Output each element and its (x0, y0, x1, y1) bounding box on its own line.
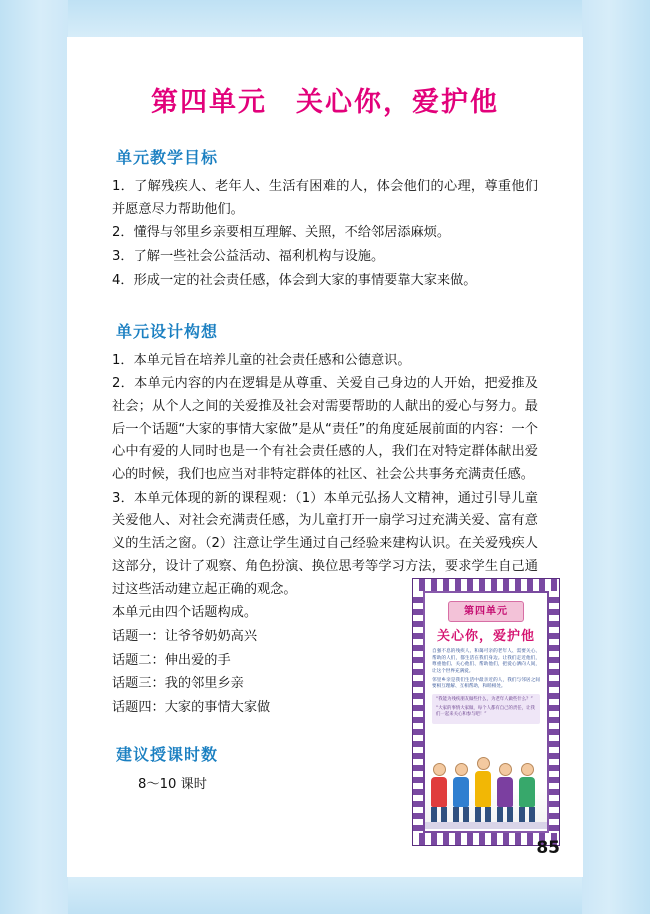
poster-unit-badge: 第四单元 (448, 601, 524, 622)
figure-legs (453, 807, 469, 823)
figure-body (519, 777, 535, 807)
page-edge-bottom (0, 876, 650, 914)
page-edge-right (582, 0, 650, 914)
page-number: 85 (536, 838, 560, 858)
figure-child-3 (475, 757, 491, 823)
poster-border-top (413, 579, 559, 591)
topic-item: 话题三：我的邻里乡亲 (112, 676, 244, 692)
paragraph: 1．了解残疾人、老年人、生活有困难的人，体会他们的心理，尊重他们并愿意尽力帮助他们。 (112, 179, 538, 217)
figure-legs (519, 807, 535, 823)
poster-children-figures (425, 737, 547, 829)
topic-item: 话题一：让爷爷奶奶高兴 (112, 628, 258, 644)
poster-bullet: “大家的事情大家做，每个人都有自己的责任，让我们一起来关心和参与吧！” (436, 705, 535, 718)
figure-head (521, 763, 534, 776)
section-body-teaching-goals (112, 176, 538, 293)
figure-body (431, 777, 447, 807)
paragraph: 2．懂得与邻里乡亲要相互理解、关照，不给邻居添麻烦。 (112, 225, 451, 241)
figure-head (477, 757, 490, 770)
figure-body (497, 777, 513, 807)
figure-body (475, 771, 491, 807)
figure-child-4 (497, 763, 513, 823)
poster-bullet-box (432, 694, 540, 724)
poster-bullet: “我能为残疾朋友做些什么，为老年人做些什么？” (436, 696, 533, 702)
page-title: 第四单元 关心你，爱护他 (151, 87, 499, 118)
topic-item: 话题二：伸出爱的手 (112, 652, 231, 668)
section-heading-teaching-goals: 单元教学目标 (116, 148, 219, 167)
figure-head (499, 763, 512, 776)
figure-body (453, 777, 469, 807)
unit-poster-illustration (412, 578, 560, 846)
paragraph: 2．本单元内容的内在逻辑是从尊重、关爱自己身边的人开始，把爱推及社会；从个人之间的关爱推及社会对需要帮助的人献出的爱心与努力。最后一个话题“大家的事情大家做”是从“责任”的角度延展前面的内容：一个心中有爱的人同时也是一个有社会责任感的人，我们在对特定群体献出爱心的时候，我们也应当对非特定群体的社区、社会公共事务充满责任感。 (112, 376, 538, 483)
paragraph: 1．本单元旨在培养儿童的社会责任感和公德意识。 (112, 352, 411, 368)
poster-frame (412, 578, 560, 846)
figure-ground (425, 822, 547, 829)
poster-paragraph: 邻里乡亲是我们生活中最亲近的人，我们与邻居之间要相互理解、互相帮助，和睦相处。 (432, 677, 540, 690)
poster-inner-page (425, 593, 547, 831)
poster-border-left (413, 591, 423, 833)
poster-paragraph: 自强不息的残疾人、和蔼可亲的老年人、需要关心、帮助的人们，都生活在我们身边。让我们走近他们，尊重他们、关心他们、帮助他们，把爱心洒向人间，让这个世界充满爱。 (432, 649, 540, 674)
figure-child-1 (431, 763, 447, 823)
topic-item: 话题四：大家的事情大家做 (112, 700, 271, 716)
page-edge-left (0, 0, 68, 914)
figure-head (433, 763, 446, 776)
figure-child-5 (519, 763, 535, 823)
figure-legs (431, 807, 447, 823)
poster-border-right (549, 591, 559, 833)
section-heading-design-concept: 单元设计构想 (116, 321, 219, 341)
paragraph: 3．了解一些社会公益活动、福利机构与设施。 (112, 249, 385, 265)
page-content (68, 38, 582, 876)
figure-child-2 (453, 763, 469, 823)
paragraph: 3．本单元体现的新的课程观：（1）本单元弘扬人文精神，通过引导儿童关爱他人、对社会充满责任感，为儿童打开一扇学习过充满关爱、富有意义的生活之窗。（2）注意让学生通过自己经验来建构认识。在关爱残疾人这部分，设计了观察、角色扮演、换位思考等学习方法，要求学生自己通过这些活动建立起正确的观念。 (112, 490, 538, 597)
poster-title: 关心你，爱护他 (436, 629, 535, 644)
figure-legs (497, 807, 513, 823)
paragraph: 4．形成一定的社会责任感，体会到大家的事情要靠大家来做。 (112, 272, 477, 288)
page-edge-top (0, 0, 650, 38)
figure-legs (475, 807, 491, 823)
figure-head (455, 763, 468, 776)
paragraph-closing: 本单元由四个话题构成。 (112, 605, 258, 621)
poster-body-text (432, 649, 540, 691)
suggested-hours-value: 8～10 课时 (138, 776, 207, 792)
section-heading-suggested-hours: 建议授课时数 (116, 744, 219, 764)
